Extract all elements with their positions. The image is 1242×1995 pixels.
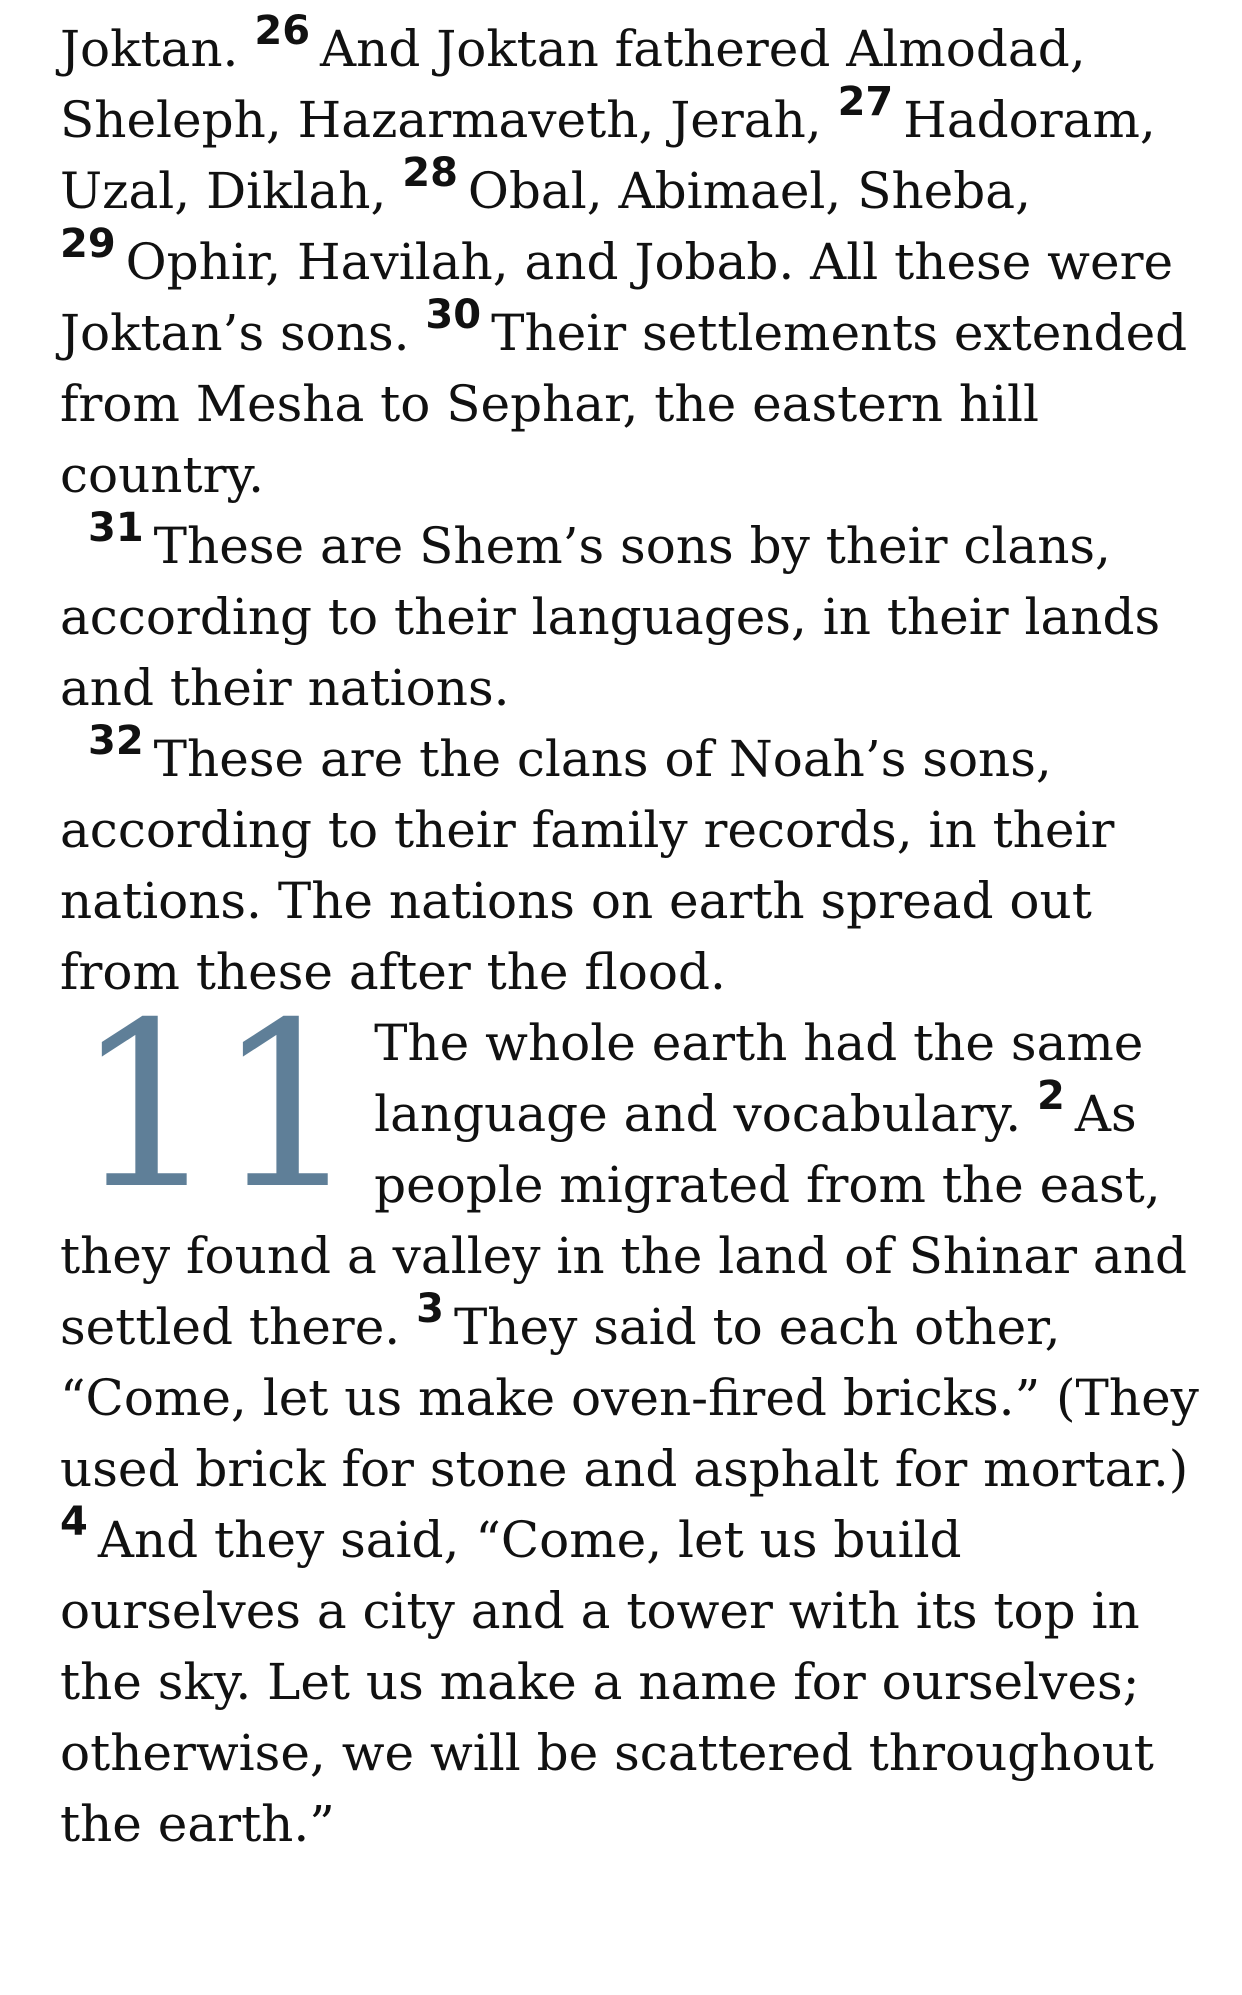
chapter-number[interactable]: 11 (74, 973, 357, 1239)
verse-number-32[interactable]: 32 (88, 718, 144, 764)
verse-text-30: Their settlements extended from Mesha to Sephar, the eastern hill country. (60, 304, 1188, 504)
verse-text-26: And Joktan fathered Almodad, Sheleph, Hazarmaveth, Jerah, (60, 20, 1086, 149)
verse-text-4: And they said, “Come, let us build ourselves a city and a tower with its top in the sky. Let us make a name for ourselves; otherwise, we will be scattered throughout the earth.” (60, 1511, 1154, 1853)
verse-number-26[interactable]: 26 (254, 8, 311, 54)
verse-number-4[interactable]: 4 (60, 1499, 88, 1545)
verse-text-28: Obal, Abimael, Sheba, (467, 162, 1031, 220)
verse-text-27: Hadoram, Uzal, Diklah, (60, 91, 1156, 220)
paragraph-genealogy-joktan (60, 8, 1200, 511)
verse-text-1: The whole earth had the same language and vocabulary. (374, 1014, 1144, 1143)
chapter-11-block (60, 973, 1200, 1860)
verse-number-27[interactable]: 27 (837, 79, 894, 125)
scripture-reader (60, 8, 1200, 1860)
verse-number-3[interactable]: 3 (416, 1286, 444, 1332)
verse-number-31[interactable]: 31 (88, 505, 144, 551)
verse-text-2: As people migrated from the east, they found a valley in the land of Shinar and settled there. (60, 1085, 1187, 1356)
verse-number-29[interactable]: 29 (60, 221, 116, 267)
verse-number-2[interactable]: 2 (1037, 1073, 1065, 1119)
paragraph-noah-clans (60, 718, 1200, 1008)
paragraph-shem-sons (60, 505, 1200, 724)
verse-number-28[interactable]: 28 (402, 150, 458, 196)
verse-text: Joktan. (60, 20, 239, 78)
verse-number-30[interactable]: 30 (425, 292, 482, 338)
verse-text-3: They said to each other, “Come, let us make oven-fired bricks.” (They used brick for stone and asphalt for mortar.) (60, 1298, 1199, 1498)
verse-text-32: These are the clans of Noah’s sons, according to their family records, in their nations. The nations on earth spread out from these after the flood. (60, 730, 1115, 1001)
verse-text-29: Ophir, Havilah, and Jobab. All these were Joktan’s sons. (60, 233, 1174, 362)
verse-text-31: These are Shem’s sons by their clans, according to their languages, in their lands and their nations. (60, 517, 1161, 717)
